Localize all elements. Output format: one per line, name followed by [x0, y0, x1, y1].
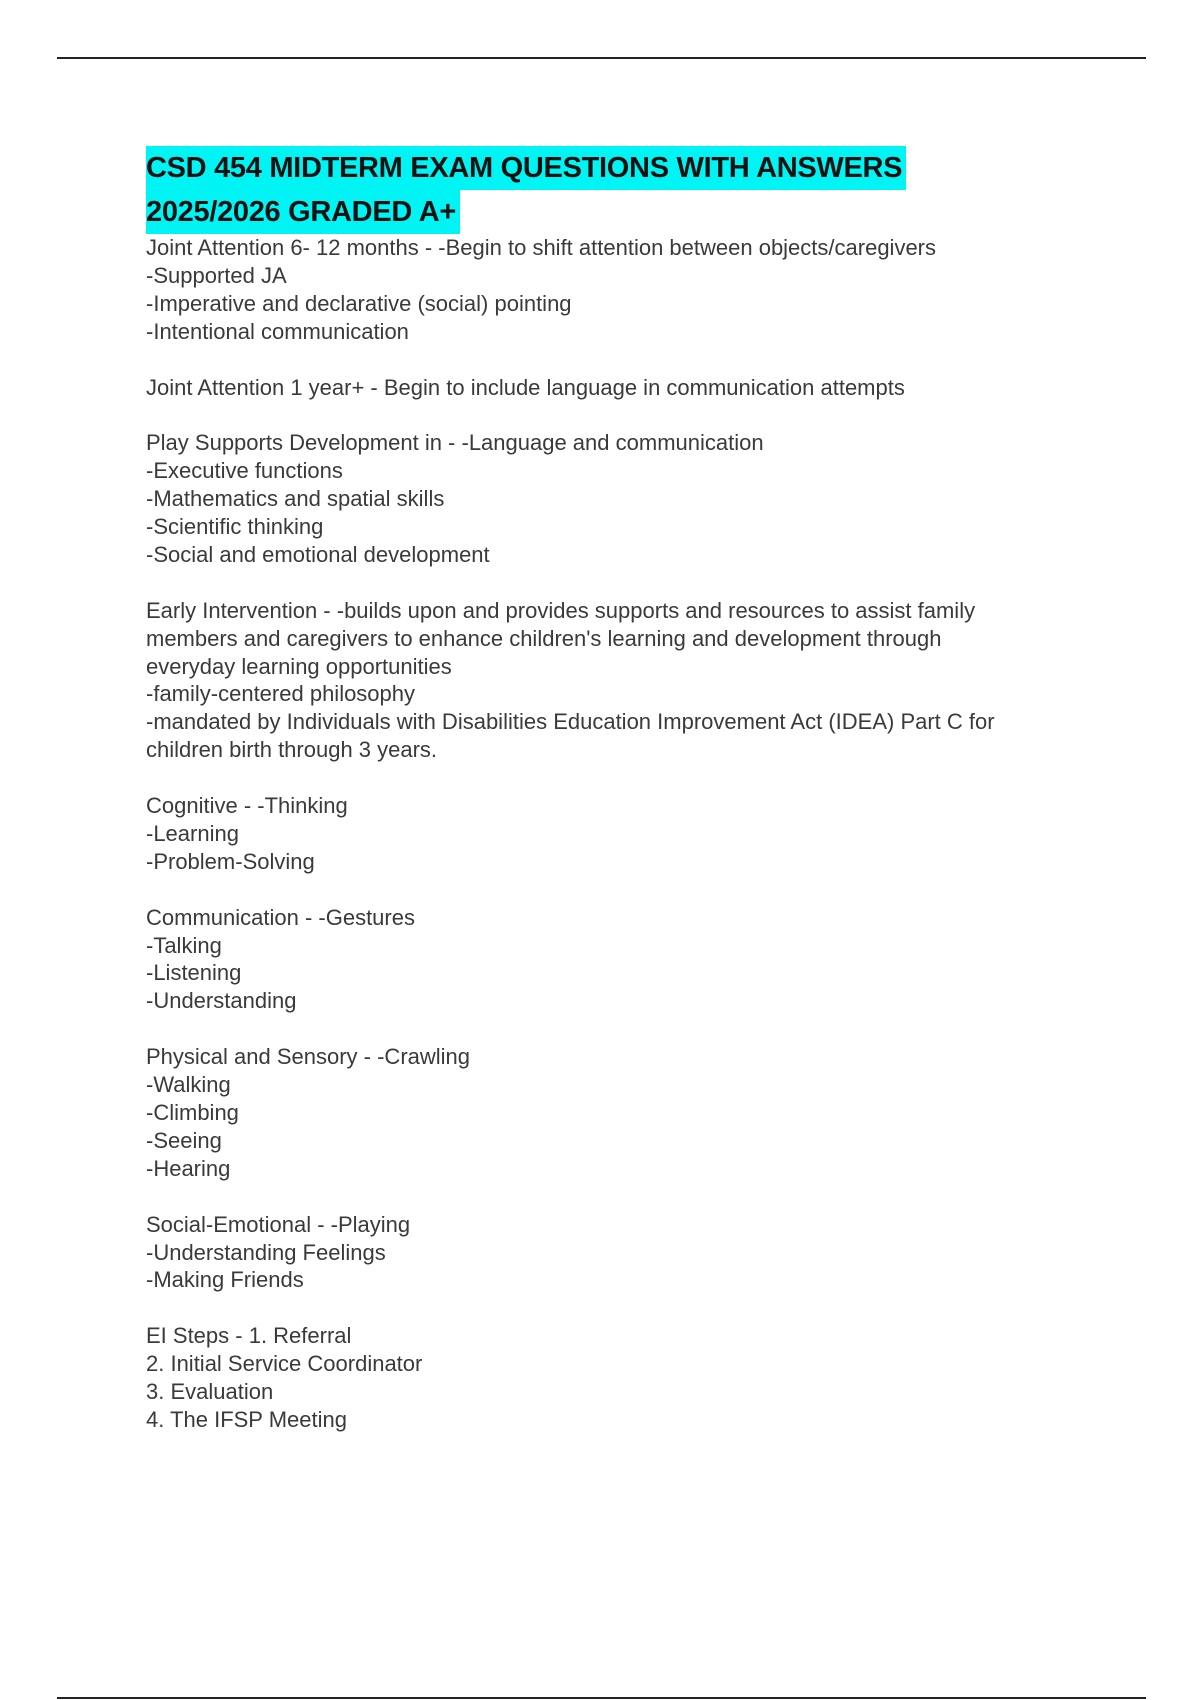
qa-term-line: Communication - -Gestures	[146, 904, 415, 930]
qa-answer-line: -Understanding Feelings	[146, 1239, 386, 1265]
qa-answer-line: -Walking	[146, 1072, 231, 1098]
qa-entry	[146, 429, 1086, 569]
qa-entry	[146, 1043, 1086, 1183]
qa-term-line: Early Intervention - -builds upon and provides supports and resources to assist family	[146, 597, 976, 623]
blank-line	[146, 1183, 1086, 1211]
qa-answer-line: -Intentional communication	[146, 318, 409, 344]
header-rule	[57, 57, 1146, 59]
qa-answer-line: -Imperative and declarative (social) pointing	[146, 290, 572, 316]
qa-term-line: Social-Emotional - -Playing	[146, 1211, 411, 1237]
qa-answer-line: -Climbing	[146, 1100, 239, 1125]
qa-term-line: Physical and Sensory - -Crawling	[146, 1044, 471, 1070]
qa-entry	[146, 234, 1086, 346]
qa-answer-line: -Listening	[146, 960, 242, 986]
qa-answer-line: -Making Friends	[146, 1267, 304, 1293]
qa-answer-line: 3. Evaluation	[146, 1379, 274, 1405]
qa-entry	[146, 904, 1086, 1016]
blank-line	[146, 876, 1086, 904]
qa-answer-line: 2. Initial Service Coordinator	[146, 1351, 423, 1377]
blank-line	[146, 1294, 1086, 1322]
qa-entry	[146, 597, 1086, 764]
qa-answer-line: -Seeing	[146, 1127, 222, 1153]
blank-line	[146, 1015, 1086, 1043]
blank-line	[146, 346, 1086, 374]
blank-line	[146, 764, 1086, 792]
qa-answer-line: -mandated by Individuals with Disabilities Education Improvement Act (IDEA) Part C for	[146, 709, 995, 735]
qa-answer-line: children birth through 3 years.	[146, 737, 438, 763]
qa-entry	[146, 1322, 1086, 1434]
qa-answer-line: 4. The IFSP Meeting	[146, 1406, 347, 1432]
qa-answer-line: -Executive functions	[146, 458, 343, 484]
footer-rule	[57, 1697, 1146, 1699]
title-line-1: CSD 454 MIDTERM EXAM QUESTIONS WITH ANSWERS	[146, 146, 906, 190]
qa-answer-line: everyday learning opportunities	[146, 653, 452, 679]
qa-answer-line: -Talking	[146, 932, 222, 958]
qa-answer-line: -Scientific thinking	[146, 514, 324, 540]
blank-line	[146, 401, 1086, 429]
title-line-2: 2025/2026 GRADED A+	[146, 190, 460, 234]
qa-term-line: Joint Attention 1 year+ - Begin to include language in communication attempts	[146, 374, 905, 400]
qa-list	[146, 234, 1086, 1434]
qa-entry	[146, 1211, 1086, 1295]
qa-entry	[146, 374, 1086, 402]
qa-term-line: Cognitive - -Thinking	[146, 793, 348, 819]
document-title	[146, 146, 1086, 234]
qa-answer-line: -Understanding	[146, 988, 297, 1014]
qa-answer-line: -Hearing	[146, 1155, 231, 1181]
qa-answer-line: -family-centered philosophy	[146, 681, 416, 707]
qa-entry	[146, 792, 1086, 876]
qa-answer-line: members and caregivers to enhance children's learning and development through	[146, 625, 942, 651]
qa-answer-line: -Mathematics and spatial skills	[146, 486, 445, 512]
document-body	[146, 146, 1086, 1434]
qa-answer-line: -Problem-Solving	[146, 848, 315, 874]
qa-term-line: Joint Attention 6- 12 months - -Begin to shift attention between objects/caregivers	[146, 235, 937, 260]
qa-answer-line: -Learning	[146, 820, 239, 846]
qa-answer-line: -Social and emotional development	[146, 541, 490, 567]
qa-answer-line: -Supported JA	[146, 262, 287, 288]
blank-line	[146, 569, 1086, 597]
qa-term-line: Play Supports Development in - -Language and communication	[146, 430, 764, 456]
qa-term-line: EI Steps - 1. Referral	[146, 1323, 352, 1349]
